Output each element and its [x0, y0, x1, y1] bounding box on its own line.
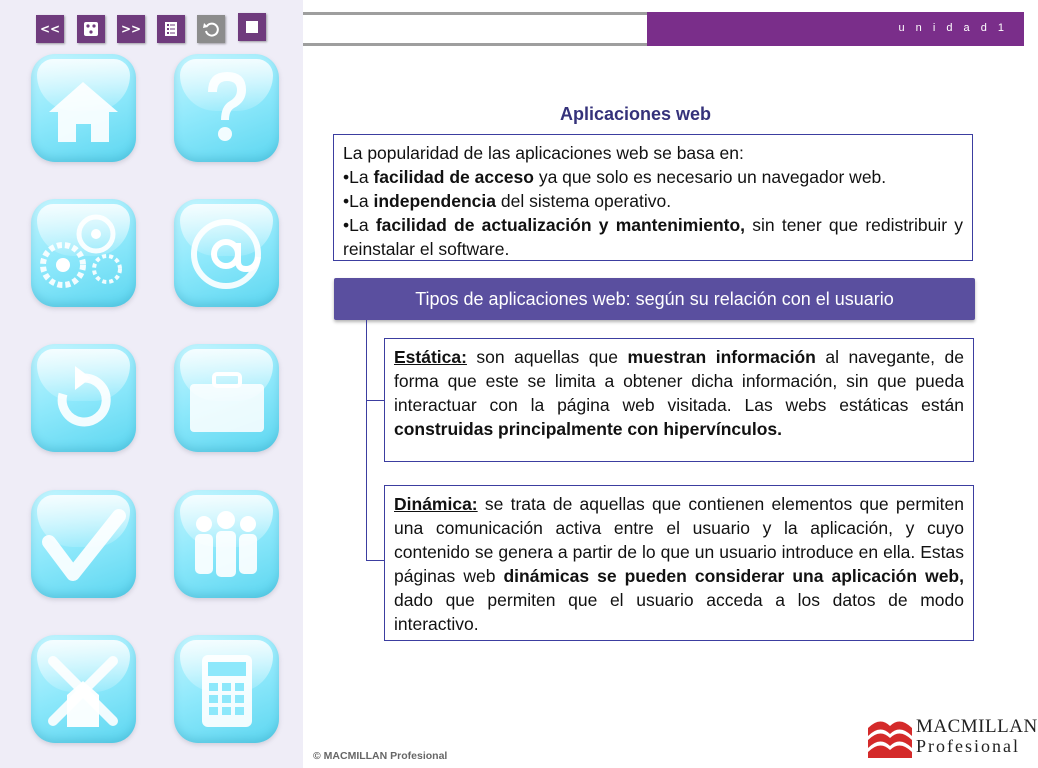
sidebar: [0, 0, 303, 768]
unit-label: u n i d a d 1: [898, 22, 1008, 34]
at-icon: [174, 199, 279, 307]
gears-tile[interactable]: [31, 199, 136, 307]
help-icon: [174, 54, 279, 162]
dice-button[interactable]: [77, 15, 105, 43]
static-box: Estática: son aquellas que muestran información al navegante, de forma que este se limita a obtener dicha información, sin que pueda interactuar con la página web visitada. Las webs estáticas están construidas principalmente con hipervínculos.: [384, 338, 974, 462]
home-tile[interactable]: [31, 54, 136, 162]
briefcase-tile[interactable]: [174, 344, 279, 452]
refresh-tile[interactable]: [31, 344, 136, 452]
gears-icon: [31, 199, 136, 307]
calculator-tile[interactable]: [174, 635, 279, 743]
dice-icon: [83, 21, 99, 37]
check-icon: [31, 490, 136, 598]
undo-icon: [202, 20, 220, 38]
at-tile[interactable]: [174, 199, 279, 307]
copyright: © MACMILLAN Profesional: [313, 750, 448, 762]
next-button[interactable]: [117, 15, 145, 43]
logo-text-profesional: Profesional: [916, 736, 1020, 756]
home-icon: [31, 54, 136, 162]
page-title: Aplicaciones web: [560, 104, 712, 124]
intro-bullet-1: •La facilidad de acceso ya que solo es necesario un navegador web.: [343, 167, 887, 187]
intro-bullet-3: •La facilidad de actualización y mantenimiento, sin tener que redistribuir y reinstalar el software.: [343, 215, 963, 259]
tree-connector-static: [366, 400, 384, 401]
stop-button[interactable]: [238, 13, 266, 41]
check-tile[interactable]: [31, 490, 136, 598]
next-icon: >>: [120, 22, 142, 36]
people-tile[interactable]: [174, 490, 279, 598]
windmill-tile[interactable]: [31, 635, 136, 743]
dynamic-term: Dinámica:: [394, 494, 478, 514]
intro-line: La popularidad de las aplicaciones web se basa en:: [343, 143, 744, 163]
top-bar-right: [647, 12, 1024, 46]
tree-connector-dynamic: [366, 560, 384, 561]
types-header: Tipos de aplicaciones web: según su relación con el usuario: [334, 278, 975, 320]
static-term: Estática:: [394, 347, 467, 367]
top-bar-left: [303, 12, 649, 46]
previous-button[interactable]: [36, 15, 64, 43]
intro-box: [333, 134, 973, 261]
undo-button[interactable]: [197, 15, 225, 43]
previous-icon: <<: [39, 22, 61, 36]
help-tile[interactable]: [174, 54, 279, 162]
dynamic-box: Dinámica: se trata de aquellas que contienen elementos que permiten una comunicación activa entre el usuario y la aplicación, y cuyo contenido se genera a partir de lo que un usuario introduce en ella. Estas páginas web dinámicas se pueden considerar una aplicación web, dado que permiten que el usuario acceda a los datos de modo interactivo.: [384, 485, 974, 641]
briefcase-icon: [174, 344, 279, 452]
logo-icon: [866, 714, 914, 758]
windmill-icon: [31, 635, 136, 743]
tree-connector-vertical: [366, 320, 367, 561]
refresh-icon: [31, 344, 136, 452]
index-button[interactable]: [157, 15, 185, 43]
people-icon: [174, 490, 279, 598]
calculator-icon: [174, 635, 279, 743]
intro-bullet-2: •La independencia del sistema operativo.: [343, 191, 672, 211]
stop-icon: [245, 20, 259, 34]
index-icon: [163, 21, 179, 37]
logo-text-macmillan: MACMILLAN: [916, 716, 1038, 737]
macmillan-logo: [866, 714, 1038, 760]
